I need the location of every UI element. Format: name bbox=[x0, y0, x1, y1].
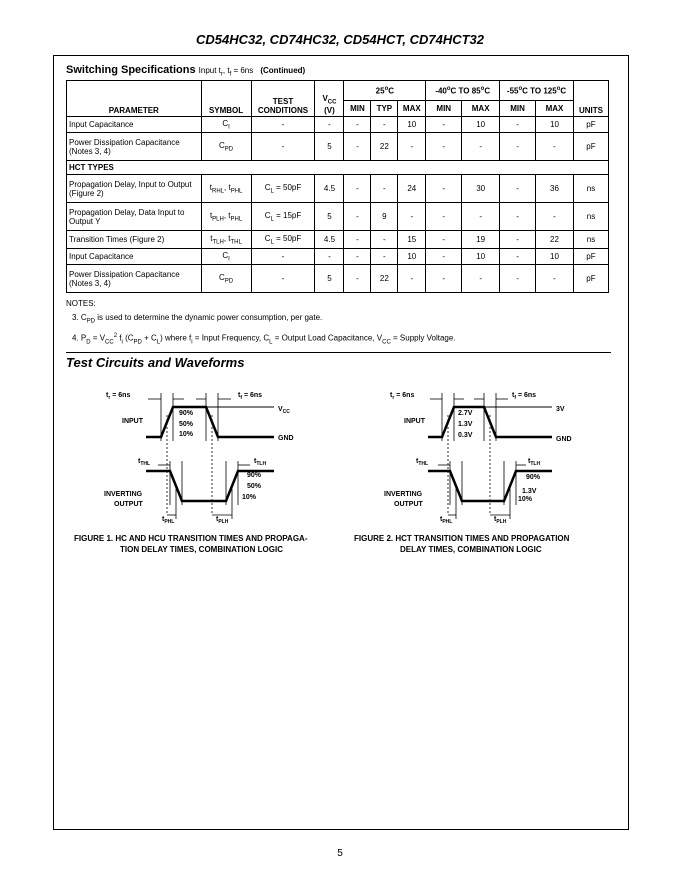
cell-value: - bbox=[398, 265, 426, 293]
cell-value: 10 bbox=[536, 117, 574, 133]
cell-symbol: $C_I$ bbox=[201, 117, 251, 133]
figure-1-waveform bbox=[66, 385, 336, 530]
cell-vcc: 5 bbox=[315, 265, 344, 293]
fig2-o13-label: 1.3V bbox=[522, 488, 537, 495]
cell-value: - bbox=[371, 117, 398, 133]
section-divider bbox=[66, 352, 611, 353]
cell-parameter: Power Dissipation Capacitance (Notes 3, 4) bbox=[67, 265, 202, 293]
col-header-55-125: -55$^o$C TO 125$^o$C bbox=[500, 81, 574, 101]
table-row bbox=[67, 203, 609, 231]
cell-symbol: $C_{PD}$ bbox=[201, 265, 251, 293]
fig2-27v-label: 2.7V bbox=[458, 410, 473, 417]
cell-test: $C_L = 50pF$ bbox=[251, 231, 315, 249]
fig1-inverting-label: INVERTING bbox=[104, 491, 143, 498]
fig1-tr-label: $t_r = 6ns$ bbox=[106, 392, 131, 401]
cell-value: - bbox=[371, 231, 398, 249]
cell-value: - bbox=[500, 203, 536, 231]
cell-value: - bbox=[500, 231, 536, 249]
figure-2-waveform bbox=[350, 385, 620, 530]
table-row bbox=[67, 133, 609, 161]
cell-vcc: - bbox=[315, 117, 344, 133]
cell-value: - bbox=[536, 203, 574, 231]
cell-value: - bbox=[426, 117, 462, 133]
cell-units: ns bbox=[573, 203, 608, 231]
cell-value: - bbox=[426, 265, 462, 293]
switching-spec-title bbox=[66, 64, 305, 78]
cell-value: - bbox=[462, 203, 500, 231]
cell-value: - bbox=[426, 133, 462, 161]
switching-spec-table bbox=[66, 80, 609, 293]
cell-value: 9 bbox=[371, 203, 398, 231]
cell-test: - bbox=[251, 133, 315, 161]
cell-value: - bbox=[426, 231, 462, 249]
cell-parameter: Input Capacitance bbox=[67, 249, 202, 265]
col-header-40-85: -40$^o$C TO 85$^o$C bbox=[426, 81, 500, 101]
cell-value: 15 bbox=[398, 231, 426, 249]
cell-vcc: 5 bbox=[315, 203, 344, 231]
cell-parameter: Transition Times (Figure 2) bbox=[67, 231, 202, 249]
cell-value: - bbox=[344, 175, 371, 203]
cell-test: - bbox=[251, 265, 315, 293]
fig1-gnd-label: GND bbox=[278, 435, 294, 442]
cell-units: pF bbox=[573, 265, 608, 293]
fig2-03v-label: 0.3V bbox=[458, 432, 473, 439]
col-header-min: MIN bbox=[500, 101, 536, 117]
fig2-tthl-label: $t_{THL}$ bbox=[416, 458, 429, 467]
cell-units: pF bbox=[573, 117, 608, 133]
fig1-tphl-label: $t_{PHL}$ bbox=[162, 516, 175, 525]
fig2-tplh-label: $t_{PLH}$ bbox=[494, 516, 507, 525]
section-title-text: Switching Specifications bbox=[66, 64, 196, 76]
cell-value: - bbox=[426, 203, 462, 231]
col-header-vcc: $V_{CC}$ (V) bbox=[315, 81, 344, 117]
fig2-output-label: OUTPUT bbox=[394, 501, 423, 508]
cell-value: - bbox=[398, 133, 426, 161]
fig2-ttlh-label: $t_{TLH}$ bbox=[528, 458, 541, 467]
cell-value: - bbox=[344, 249, 371, 265]
cell-value: - bbox=[500, 133, 536, 161]
cell-value: - bbox=[536, 133, 574, 161]
fig1-o50-label: 50% bbox=[247, 483, 262, 490]
cell-value: 10 bbox=[462, 117, 500, 133]
col-header-25c: 25$^o$C bbox=[344, 81, 426, 101]
note-3: 3. $C_{PD}$ is used to determine the dynamic power consumption, per gate. bbox=[72, 313, 323, 325]
fig1-50-label: 50% bbox=[179, 421, 194, 428]
cell-vcc: - bbox=[315, 249, 344, 265]
cell-value: 30 bbox=[462, 175, 500, 203]
cell-vcc: 4.5 bbox=[315, 231, 344, 249]
cell-value: - bbox=[426, 249, 462, 265]
cell-symbol: $t_{RHL}$, $t_{PHL}$ bbox=[201, 175, 251, 203]
fig2-tf-label: $t_f = 6ns$ bbox=[512, 392, 537, 401]
cell-value: 22 bbox=[536, 231, 574, 249]
fig1-o90-label: 90% bbox=[247, 472, 262, 479]
col-header-max: MAX bbox=[398, 101, 426, 117]
table-row bbox=[67, 117, 609, 133]
cell-value: - bbox=[344, 203, 371, 231]
cell-value: - bbox=[398, 203, 426, 231]
cell-units: pF bbox=[573, 249, 608, 265]
fig2-tr-label: $t_r = 6ns$ bbox=[390, 392, 415, 401]
col-header-max: MAX bbox=[536, 101, 574, 117]
col-header-max: MAX bbox=[462, 101, 500, 117]
fig1-90-label: 90% bbox=[179, 410, 194, 417]
cell-value: - bbox=[344, 231, 371, 249]
cell-value: - bbox=[344, 265, 371, 293]
fig2-caption-line2: DELAY TIMES, COMBINATION LOGIC bbox=[400, 545, 542, 554]
fig1-input-label: INPUT bbox=[122, 418, 143, 425]
cell-value: - bbox=[462, 265, 500, 293]
cell-value: - bbox=[500, 265, 536, 293]
cell-value: 10 bbox=[398, 117, 426, 133]
cell-symbol: $t_{TLH}$, $t_{THL}$ bbox=[201, 231, 251, 249]
col-header-parameter: PARAMETER bbox=[67, 81, 202, 117]
col-header-test-conditions: TEST CONDITIONS bbox=[251, 81, 315, 117]
cell-test: $C_L = 15pF$ bbox=[251, 203, 315, 231]
cell-vcc: 5 bbox=[315, 133, 344, 161]
cell-value: 19 bbox=[462, 231, 500, 249]
cell-symbol: $t_{PLH}$, $t_{PHL}$ bbox=[201, 203, 251, 231]
fig1-tplh-label: $t_{PLH}$ bbox=[216, 516, 229, 525]
cell-value: 10 bbox=[462, 249, 500, 265]
fig2-inverting-label: INVERTING bbox=[384, 491, 423, 498]
fig2-caption-line1: FIGURE 2. HCT TRANSITION TIMES AND PROPAGATION bbox=[354, 534, 570, 543]
fig1-vcc-label: $V_{CC}$ bbox=[278, 406, 290, 415]
col-header-min: MIN bbox=[426, 101, 462, 117]
fig1-o10-label: 10% bbox=[242, 494, 257, 501]
table-section-row bbox=[67, 161, 609, 175]
cell-value: 36 bbox=[536, 175, 574, 203]
cell-parameter: Power Dissipation Capacitance (Notes 3, 4) bbox=[67, 133, 202, 161]
table-row bbox=[67, 175, 609, 203]
cell-value: - bbox=[500, 175, 536, 203]
fig1-tf-label: $t_f = 6ns$ bbox=[238, 392, 263, 401]
continued-label: (Continued) bbox=[260, 66, 306, 75]
fig1-output-label: OUTPUT bbox=[114, 501, 143, 508]
cell-value: 24 bbox=[398, 175, 426, 203]
note-4: 4. $P_D = V_{CC}^2$ $f_i$ $(C_{PD} + C_L)$ where $f_i$ = Input Frequency, $C_L$ = Output Load Capacitance, $V_{CC}$ = Supply Voltage. bbox=[72, 332, 456, 345]
fig1-tthl-label: $t_{THL}$ bbox=[138, 458, 151, 467]
fig1-10-label: 10% bbox=[179, 431, 194, 438]
cell-vcc: 4.5 bbox=[315, 175, 344, 203]
figure-1-caption bbox=[74, 533, 307, 555]
notes-block bbox=[66, 297, 456, 349]
fig1-caption-line1: FIGURE 1. HC AND HCU TRANSITION TIMES AND PROPAGA- bbox=[74, 534, 308, 543]
cell-value: - bbox=[371, 249, 398, 265]
cell-parameter: Input Capacitance bbox=[67, 117, 202, 133]
cell-value: - bbox=[500, 117, 536, 133]
cell-test: - bbox=[251, 117, 315, 133]
cell-value: - bbox=[462, 133, 500, 161]
table-row bbox=[67, 265, 609, 293]
fig2-o90-label: 90% bbox=[526, 474, 541, 481]
fig2-o10-label: 10% bbox=[518, 496, 533, 503]
fig2-3v-label: 3V bbox=[556, 406, 565, 413]
cell-parameter: Propagation Delay, Input to Output (Figure 2) bbox=[67, 175, 202, 203]
fig2-tphl-label: $t_{PHL}$ bbox=[440, 516, 453, 525]
fig1-caption-line2: TION DELAY TIMES, COMBINATION LOGIC bbox=[120, 545, 283, 554]
cell-value: 22 bbox=[371, 265, 398, 293]
page-header-title: CD54HC32, CD74HC32, CD54HCT, CD74HCT32 bbox=[195, 32, 485, 47]
cell-units: ns bbox=[573, 175, 608, 203]
cell-value: 10 bbox=[398, 249, 426, 265]
cell-value: 22 bbox=[371, 133, 398, 161]
col-header-symbol: SYMBOL bbox=[201, 81, 251, 117]
notes-title: NOTES: bbox=[66, 299, 96, 308]
cell-value: - bbox=[426, 175, 462, 203]
cell-value: - bbox=[371, 175, 398, 203]
cell-value: 10 bbox=[536, 249, 574, 265]
col-header-min: MIN bbox=[344, 101, 371, 117]
cell-value: - bbox=[536, 265, 574, 293]
cell-units: pF bbox=[573, 133, 608, 161]
cell-symbol: $C_I$ bbox=[201, 249, 251, 265]
fig2-gnd-label: GND bbox=[556, 436, 572, 443]
cell-parameter: Propagation Delay, Data Input to Output Y bbox=[67, 203, 202, 231]
col-header-typ: TYP bbox=[371, 101, 398, 117]
cell-value: - bbox=[500, 249, 536, 265]
table-row bbox=[67, 249, 609, 265]
fig2-input-label: INPUT bbox=[404, 418, 425, 425]
cell-value: - bbox=[344, 117, 371, 133]
page-number: 5 bbox=[337, 848, 343, 859]
section-condition: Input $t_r$, $t_f = 6ns$ bbox=[198, 66, 254, 78]
col-header-units: UNITS bbox=[573, 81, 608, 117]
fig1-ttlh-label: $t_{TLH}$ bbox=[254, 458, 267, 467]
table-row bbox=[67, 231, 609, 249]
hct-types-label: HCT TYPES bbox=[67, 161, 609, 175]
cell-units: ns bbox=[573, 231, 608, 249]
figure-2-caption bbox=[354, 533, 569, 555]
test-circuits-title: Test Circuits and Waveforms bbox=[66, 355, 245, 370]
cell-test: $C_L = 50pF$ bbox=[251, 175, 315, 203]
cell-symbol: $C_{PD}$ bbox=[201, 133, 251, 161]
cell-value: - bbox=[344, 133, 371, 161]
cell-test: - bbox=[251, 249, 315, 265]
fig2-13v-label: 1.3V bbox=[458, 421, 473, 428]
